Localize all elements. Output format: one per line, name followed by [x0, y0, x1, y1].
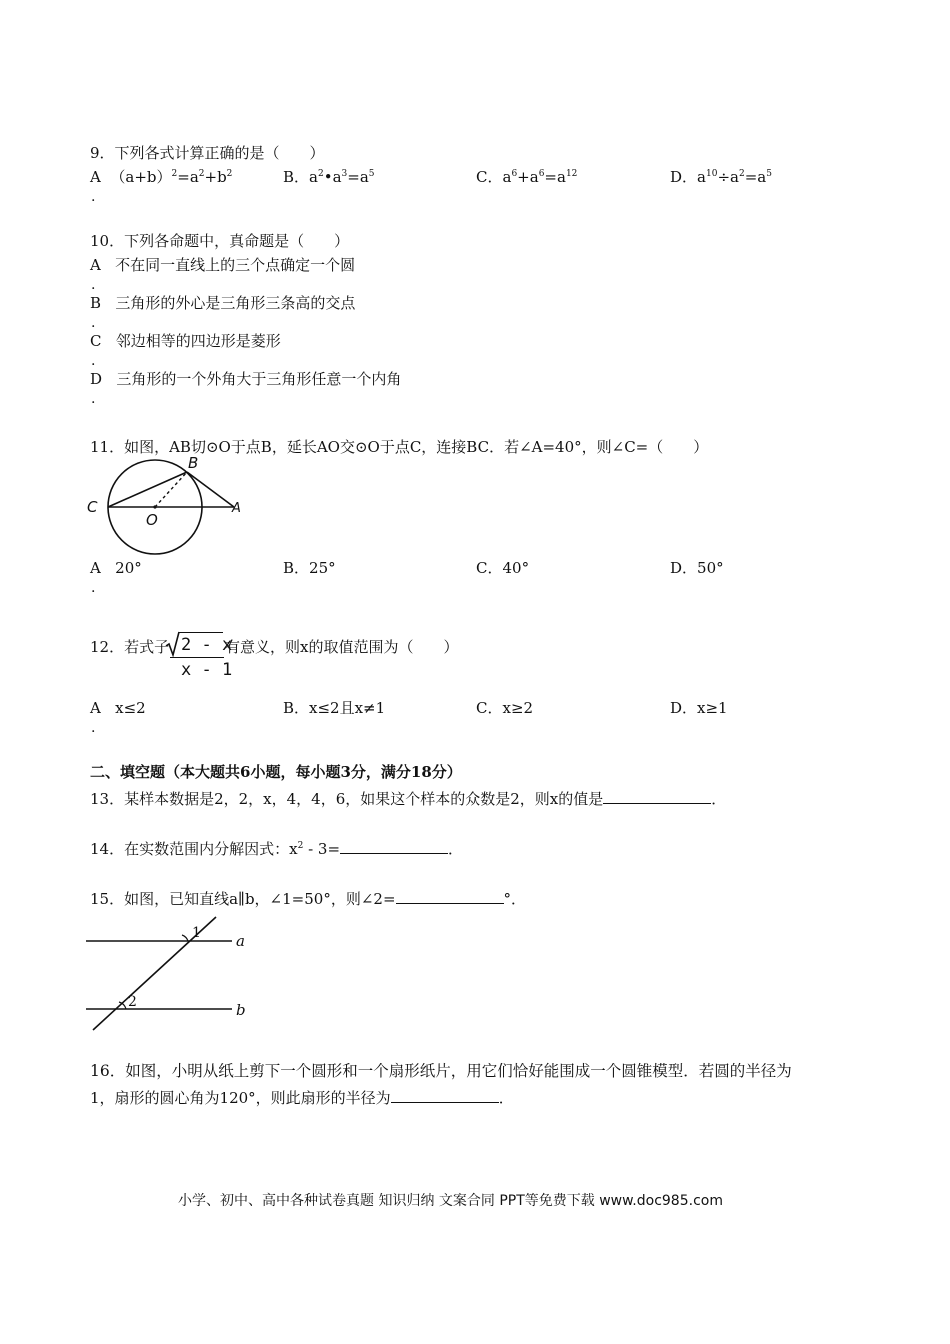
q12-option-d: D．x≥1 [670, 699, 728, 717]
q15-label-b: b [236, 1001, 246, 1019]
q15-label-a: a [236, 932, 245, 950]
q11-center-point [153, 505, 156, 508]
q10-option-d: D 三角形的一个外角大于三角形任意一个内角 [90, 370, 402, 388]
section2-title: 二、填空题（本大题共6小题，每小题3分，满分18分） [90, 763, 462, 781]
q13: 13．某样本数据是2，2，x，4，4，6，如果这个样本的众数是2，则x的值是 ． [90, 790, 727, 808]
q11-option-a: A 20° [90, 559, 142, 577]
q10-option-b-dot: . [91, 315, 96, 331]
q12-sqrt-sign [165, 630, 181, 658]
q12-numerator: 2 - x [181, 635, 233, 655]
q15-label-2: 2 [128, 994, 137, 1010]
q12-option-b: B．x≤2且x≠1 [283, 699, 386, 717]
q16-answer-blank[interactable] [391, 1088, 499, 1103]
q16-line1: 16．如图，小明从纸上剪下一个圆形和一个扇形纸片，用它们恰好能围成一个圆锥模型．若圆的半径为 [90, 1062, 792, 1080]
q10-option-a-dot: . [91, 277, 96, 293]
q11-label-b: B [188, 455, 199, 472]
q11-label-c: C [87, 498, 98, 516]
q12-denominator: x - 1 [181, 660, 233, 680]
q12-stem-post: 有意义，则x的取值范围为（ ） [225, 638, 459, 656]
footer-text: 小学、初中、高中各种试卷真题 知识归纳 文案合同 PPT等免费下载 www.doc985.com [178, 1193, 723, 1209]
q9-option-c: C．$a^6+a^6=a^{12}$ [476, 168, 578, 186]
q11-label-o: O [146, 511, 158, 529]
q12-option-c: C．x≥2 [476, 699, 534, 717]
q10-stem: 10．下列各命题中，真命题是（ ） [90, 232, 350, 250]
q11-option-c: C．40° [476, 559, 530, 577]
q14-answer-blank[interactable] [340, 839, 448, 854]
q13-answer-blank[interactable] [603, 789, 711, 804]
q9-stem: 9．下列各式计算正确的是（ ） [90, 144, 325, 162]
q14: 14．在实数范围内分解因式：$x^2 - 3=$ ． [90, 840, 464, 858]
q11-option-d: D．50° [670, 559, 724, 577]
q16-line2: 1，扇形的圆心角为120°，则此扇形的半径为 ． [90, 1089, 514, 1107]
q12-fraction-line [170, 657, 224, 658]
q11-circle-tangent-figure [84, 455, 254, 555]
q12-option-a: A x≤2 [90, 699, 146, 717]
q9-option-d: D．$a^{10}\div a^2=a^5$ [670, 168, 772, 186]
q15: 15．如图，已知直线a∥b，∠1=50°，则∠2= °． [90, 890, 527, 908]
q10-option-a: A 不在同一直线上的三个点确定一个圆 [90, 256, 356, 274]
q10-option-b: B 三角形的外心是三角形三条高的交点 [90, 294, 356, 312]
q11-option-a-dot: . [91, 580, 96, 596]
q12-sqrt-bar [179, 632, 223, 633]
q10-option-c-dot: . [91, 353, 96, 369]
q12-stem-pre: 12．若式子 [90, 638, 170, 656]
q11-option-b: B．25° [283, 559, 336, 577]
q12-option-a-dot: . [91, 720, 96, 736]
q15-parallel-lines-figure [84, 915, 264, 1033]
q11-line-ob-dashed [155, 472, 187, 507]
q9-option-a: A $(a+b)^2=a^2+b^2$ [90, 168, 233, 186]
q15-label-1: 1 [192, 925, 201, 941]
q9-option-b: B．$a^2•a^3=a^5$ [283, 168, 375, 186]
q15-angle-1-arc [182, 935, 188, 941]
q11-line-cb [108, 472, 187, 507]
q11-stem: 11．如图，AB切⊙O于点B，延长AO交⊙O于点C，连接BC．若∠A=40°，则∠C=（ ） [90, 438, 709, 456]
q10-option-c: C 邻边相等的四边形是菱形 [90, 332, 281, 350]
q11-line-ba [187, 472, 234, 507]
q9-option-a-dot: . [91, 189, 96, 205]
q10-option-d-dot: . [91, 391, 96, 407]
q11-label-a: A [232, 501, 241, 516]
q15-answer-blank[interactable] [396, 889, 504, 904]
